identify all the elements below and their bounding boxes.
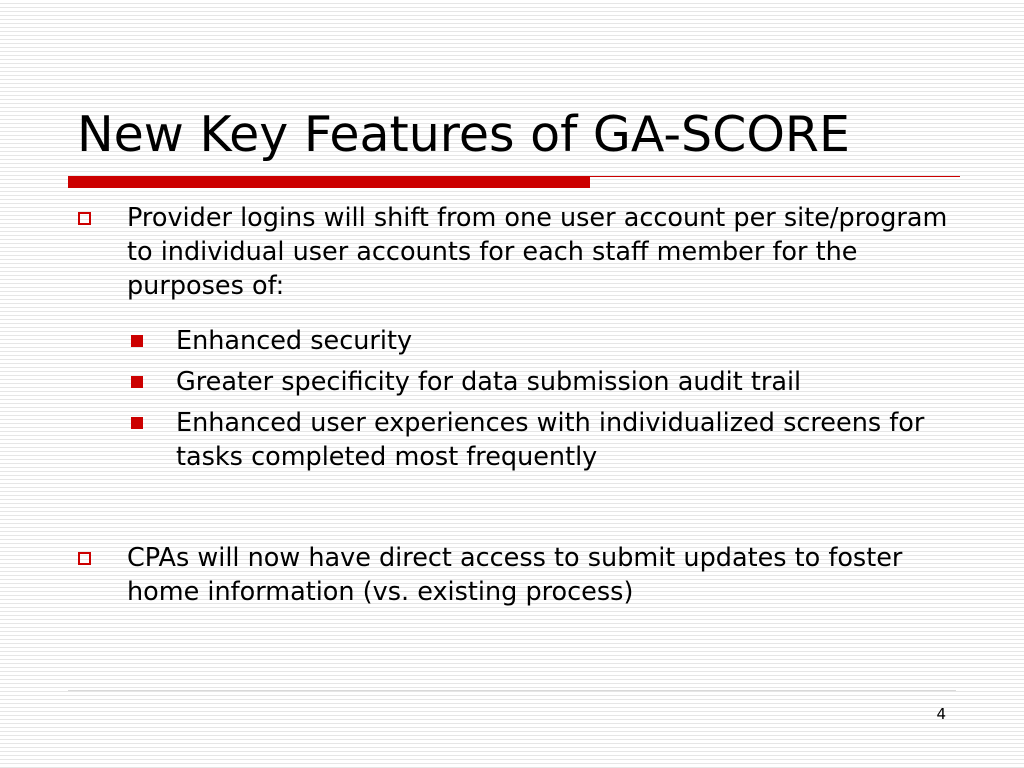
filled-square-icon xyxy=(131,376,143,388)
bullet-cpa-access: CPAs will now have direct access to submit updates to foster home information (vs. existing process) xyxy=(127,543,903,607)
footer-divider xyxy=(68,690,956,691)
sub-bullet-audit-trail: Greater specificity for data submission audit trail xyxy=(176,367,802,397)
hollow-square-icon xyxy=(78,212,91,225)
hollow-square-icon xyxy=(78,552,91,565)
sub-bullet-enhanced-security: Enhanced security xyxy=(176,326,413,356)
page-number: 4 xyxy=(936,705,946,723)
title-underline-thin xyxy=(590,176,960,177)
slide-title: New Key Features of GA-SCORE xyxy=(77,106,850,163)
title-underline-thick xyxy=(68,176,590,188)
bullet-provider-logins: Provider logins will shift from one user account per site/program to individual user accounts for each staff member for the purposes of: xyxy=(127,203,948,301)
filled-square-icon xyxy=(131,335,143,347)
sub-bullet-user-experiences: Enhanced user experiences with individualized screens for tasks completed most frequently xyxy=(176,408,925,472)
filled-square-icon xyxy=(131,417,143,429)
